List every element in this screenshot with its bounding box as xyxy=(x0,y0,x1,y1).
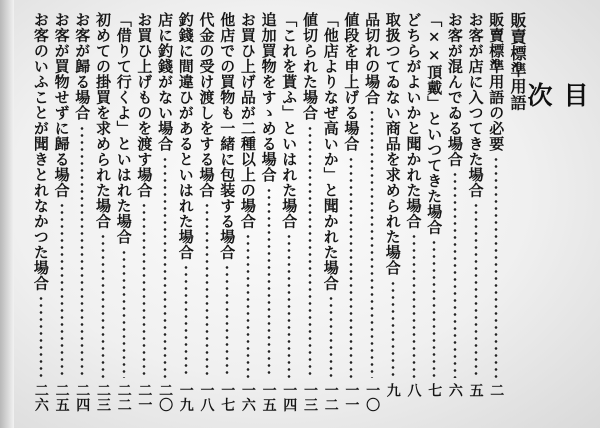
page-number: 一九 xyxy=(177,383,194,412)
leader-dots xyxy=(122,249,126,378)
page-number: 二五 xyxy=(53,383,70,412)
page-number: 一五 xyxy=(260,383,277,412)
toc-entry xyxy=(174,0,198,428)
leader-dots xyxy=(453,171,457,378)
page-number: 五 xyxy=(467,383,484,398)
entry-title: 値段を申上げる場合 xyxy=(342,12,361,152)
leader-dots xyxy=(370,109,374,378)
page-number: 二〇 xyxy=(157,383,174,412)
entry-title: 「××頂戴」といつてきた場合 xyxy=(425,12,444,235)
leader-dots xyxy=(329,295,333,378)
page-number: 二 xyxy=(488,383,505,398)
page-number: 八 xyxy=(405,383,422,398)
toc-entry xyxy=(195,0,219,428)
page-number: 二四 xyxy=(74,383,91,412)
leader-dots xyxy=(60,202,64,378)
toc-entry xyxy=(339,0,363,428)
entry-title: お買ひ上げ品が二種以上の場合 xyxy=(238,12,257,229)
leader-dots xyxy=(225,264,229,378)
toc-entry xyxy=(257,0,281,428)
page-number: 九 xyxy=(384,383,401,398)
page-number: 一七 xyxy=(219,383,236,412)
leader-dots xyxy=(308,125,312,378)
entry-title: お客が混んでゐる場合 xyxy=(445,12,464,167)
leader-dots xyxy=(494,156,498,378)
page-number: 二三 xyxy=(95,383,111,412)
toc-heading: 目次 xyxy=(524,82,589,203)
entry-title: どちらがよいかと聞かれた場合 xyxy=(404,12,423,229)
entry-title: 値切られた場合 xyxy=(301,12,319,121)
leader-dots xyxy=(412,233,416,378)
entry-title: 代金の受け渡しをする場合 xyxy=(197,12,216,198)
leader-dots xyxy=(101,233,105,378)
page-number: 二六 xyxy=(32,383,49,412)
toc-entry xyxy=(402,0,426,428)
toc-entry xyxy=(484,0,508,428)
leader-dots xyxy=(349,156,353,378)
leader-dots xyxy=(39,295,43,378)
toc-section-header xyxy=(505,0,529,428)
toc-entry xyxy=(70,0,94,428)
page-number: 一八 xyxy=(198,383,215,412)
toc-entry xyxy=(464,0,488,428)
leader-dots xyxy=(142,202,146,378)
toc-entry xyxy=(298,0,322,428)
entry-title: 「他店よりなぜ高いか」と聞かれた場合 xyxy=(321,12,340,291)
leader-dots xyxy=(163,156,167,378)
leader-dots xyxy=(474,202,478,378)
entry-title: 取扱つてゐない商品を求められた場合 xyxy=(383,12,402,276)
toc-entry xyxy=(112,0,136,428)
entry-title: お客が店に入つてきた場合 xyxy=(466,12,485,198)
leader-dots xyxy=(267,187,271,378)
entry-title: お客が歸る場合 xyxy=(73,12,92,121)
page-number: 一一 xyxy=(343,383,360,412)
entry-title: お客のいふことが聞きとれなかつた場合 xyxy=(31,12,50,291)
entry-title: 「これを貰ふ」といはれた場合 xyxy=(280,12,299,229)
page-number: 一〇 xyxy=(364,383,381,412)
entry-title: 店に釣錢がない場合 xyxy=(156,12,175,152)
entry-title: 初めての掛買を求められた場合 xyxy=(94,12,112,229)
page-number: 一三 xyxy=(302,383,318,412)
leader-dots xyxy=(80,125,84,378)
page-number: 二一 xyxy=(136,383,153,412)
leader-dots xyxy=(246,233,250,378)
entry-title: お買ひ上げものを渡す場合 xyxy=(135,12,154,198)
leader-dots xyxy=(391,280,395,378)
entry-title: 販賣標準用語の必要 xyxy=(487,12,506,152)
page-number: 一六 xyxy=(239,383,256,412)
leader-dots xyxy=(205,202,209,378)
entry-title: 他店での買物も一緒に包装する場合 xyxy=(218,12,237,260)
section-title: 販賣標準用語 xyxy=(508,12,527,111)
toc-entry xyxy=(360,0,384,428)
toc-entry xyxy=(236,0,260,428)
toc-entry xyxy=(29,0,53,428)
toc-entry xyxy=(422,0,446,428)
toc-entry xyxy=(381,0,405,428)
toc-entry xyxy=(50,0,74,428)
toc-entry xyxy=(215,0,239,428)
page-number: 一四 xyxy=(281,383,298,412)
page-number: 一二 xyxy=(322,383,339,412)
book-edge xyxy=(0,0,14,428)
toc-entry xyxy=(277,0,301,428)
entry-title: 追加買物をすゝめる場合 xyxy=(259,12,278,183)
toc-entry xyxy=(91,0,115,428)
toc-entry xyxy=(319,0,343,428)
toc-entry xyxy=(132,0,156,428)
entry-title: お客が買物せずに歸る場合 xyxy=(52,12,71,198)
toc-entry xyxy=(443,0,467,428)
leader-dots xyxy=(184,264,188,378)
leader-dots xyxy=(432,239,436,378)
toc-entry xyxy=(153,0,177,428)
entry-title: 「借りて行くよ」といはれた場合 xyxy=(114,12,133,245)
page-number: 七 xyxy=(426,383,443,398)
page-number: 六 xyxy=(446,383,463,398)
page-number: 二二 xyxy=(115,383,132,412)
entry-title: 品切れの場合 xyxy=(363,12,382,105)
leader-dots xyxy=(287,233,291,378)
entry-title: 釣錢に間違ひがあるといはれた場合 xyxy=(176,12,195,260)
